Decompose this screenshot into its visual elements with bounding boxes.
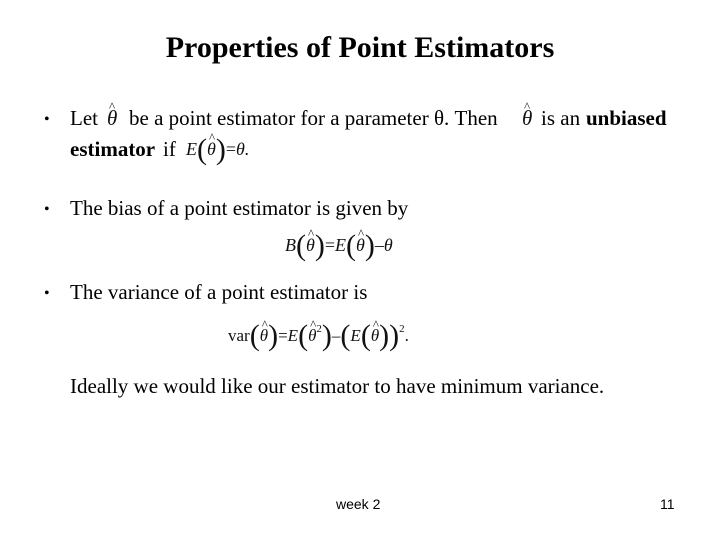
bullet-1-text: be a point estimator for a parameter θ. Then <box>129 106 498 130</box>
bullet-marker: • <box>44 285 50 302</box>
bullet-1-is-an: is an <box>541 106 581 130</box>
theta-hat-symbol: ^ θ <box>522 104 532 132</box>
bullet-1-let: Let <box>70 106 98 130</box>
closing-text: Ideally we would like our estimator to have minimum variance. <box>70 374 605 398</box>
page-number: 11 <box>660 496 675 512</box>
variance-formula: var(^ θ)=E(^ $\theta^2)-(E(\^{}$ θ))$^2$. <box>228 316 409 349</box>
slide-title: Properties of Point Estimators <box>165 31 555 64</box>
unbiased-formula: E(^ θ)=θ. <box>186 136 249 162</box>
bullet-1-estimator: estimator <box>70 137 156 161</box>
theta-hat-symbol: ^ θ <box>107 104 117 132</box>
bullet-marker: • <box>44 111 50 128</box>
bias-formula: B(^ θ)=E(^ θ)–θ <box>285 232 393 258</box>
bullet-3-text: The variance of a point estimator is <box>70 280 368 304</box>
bullet-1-unbiased: unbiased <box>586 106 667 130</box>
bullet-2-text: The bias of a point estimator is given by <box>70 196 409 220</box>
bullet-1-if: if <box>163 137 176 161</box>
footer-week: week 2 <box>336 496 381 512</box>
bullet-marker: • <box>44 201 50 218</box>
